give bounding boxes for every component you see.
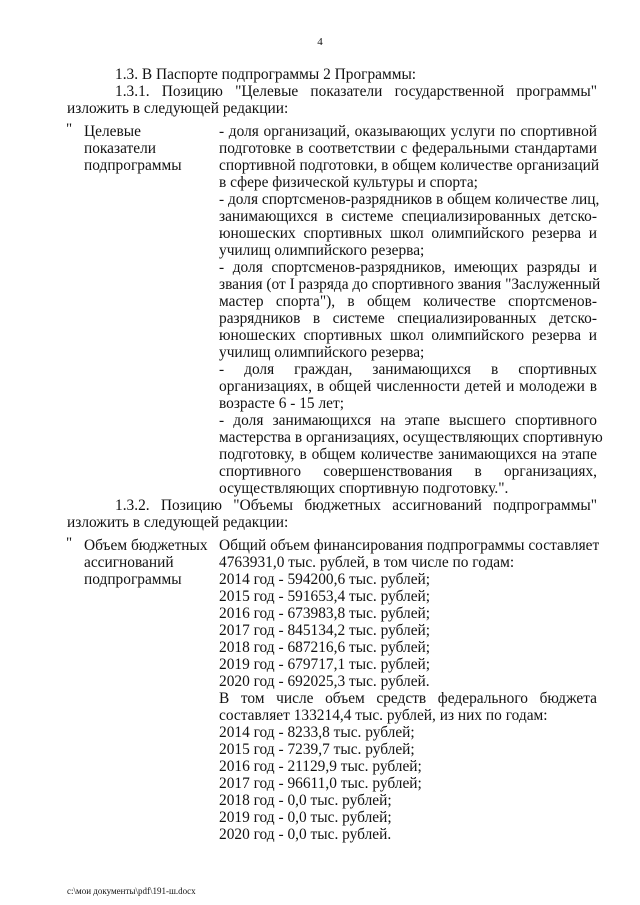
block-1-line: организациях, в общей численности детей и молодежи в [219,378,597,395]
block-2-line: 2018 год - 0,0 тыс. рублей; [219,792,392,809]
block-1-line: юношеских спортивных школ олимпийского резерва и [219,225,597,242]
block-1-line: училищ олимпийского резерва; [219,242,425,259]
block-1-line: училищ олимпийского резерва; [219,344,425,361]
block-1-line: спортивной подготовки, в общем количестве организаций [219,157,600,174]
block-1-line: звания (от I разряда до спортивного звания "Заслуженный [219,276,601,293]
block-2-line: 2016 год - 673983,8 тыс. рублей; [219,605,431,622]
block-1-line: занимающихся в системе специализированных детско- [219,208,597,225]
block-1-line: мастер спорта"), в общем количестве спортсменов- [219,293,597,310]
block-2-line: 2015 год - 591653,4 тыс. рублей; [219,588,431,605]
block-1-opening-quote: " [66,121,73,137]
block-2-label [84,537,208,588]
block-2-label-line: Объем бюджетных [84,537,208,554]
block-2-label-line: ассигнований [84,554,174,571]
block-2-content [219,537,600,843]
block-2-line: Общий объем финансирования подпрограммы составляет [219,537,600,554]
block-1-line: разрядников в системе специализированных детско- [219,310,597,327]
block-2-label-line: подпрограммы [84,571,182,588]
block-1-label-line: показатели [84,140,156,157]
block-1-label [84,123,182,174]
block-1-line: - доля организаций, оказывающих услуги по спортивной [219,123,597,140]
block-1-line: подготовке в соответствии с федеральными стандартами [219,140,597,157]
block-2-line: составляет 133214,4 тыс. рублей, из них по годам: [219,707,548,724]
item-2-line-1: 1.3.2. Позицию "Объемы бюджетных ассигнований подпрограммы" [115,497,597,514]
block-1-label-line: Целевые [84,123,141,140]
block-2-line: 2015 год - 7239,7 тыс. рублей; [219,741,415,758]
block-1-line: - доля спортсменов-разрядников, имеющих разряды и [219,259,597,276]
block-2-line: 2016 год - 21129,9 тыс. рублей; [219,758,422,775]
block-1-line: спортивного совершенствования в организациях, [219,463,597,480]
block-1-line: мастерства в организациях, осуществляющих спортивную [219,429,603,446]
block-1-line: - доля спортсменов-разрядников в общем количестве лиц, [219,191,600,208]
block-2-line: В том числе объем средств федерального бюджета [219,690,597,707]
block-1-line: юношеских спортивных школ олимпийского резерва и [219,327,597,344]
page-number: 4 [317,36,323,48]
block-1-label-line: подпрограммы [84,157,182,174]
block-2-line: 2014 год - 594200,6 тыс. рублей; [219,571,431,588]
block-1-content [219,123,603,497]
section-heading: 1.3. В Паспорте подпрограммы 2 Программы: [115,66,417,83]
block-1-line: - доля занимающихся на этапе высшего спортивного [219,412,597,429]
item-1-line-1: 1.3.1. Позицию "Целевые показатели государственной программы" [115,83,597,100]
block-1-line: возрасте 6 - 15 лет; [219,395,344,412]
block-2-line: 2019 год - 0,0 тыс. рублей; [219,809,392,826]
item-1-line-2: изложить в следующей редакции: [67,100,289,117]
block-2-line: 2020 год - 0,0 тыс. рублей. [219,826,392,843]
block-2-line: 2018 год - 687216,6 тыс. рублей; [219,639,431,656]
block-1-line: подготовку, в общем количестве занимающихся на этапе [219,446,597,463]
block-1-line: в сфере физической культуры и спорта; [219,174,478,191]
block-1-line: - доля граждан, занимающихся в спортивных [219,361,597,378]
footer-file-path: c:\мои документы\pdf\191-ш.docx [67,886,196,896]
block-2-line: 2017 год - 96611,0 тыс. рублей; [219,775,422,792]
block-2-line: 2019 год - 679717,1 тыс. рублей; [219,656,431,673]
block-1-line: осуществляющих спортивную подготовку.". [219,480,509,497]
block-2-line: 4763931,0 тыс. рублей, в том числе по годам: [219,554,515,571]
block-2-line: 2014 год - 8233,8 тыс. рублей; [219,724,415,741]
block-2-line: 2017 год - 845134,2 тыс. рублей; [219,622,431,639]
block-2-line: 2020 год - 692025,3 тыс. рублей. [219,673,430,690]
item-2-line-2: изложить в следующей редакции: [67,514,289,531]
block-2-opening-quote: " [66,535,73,551]
